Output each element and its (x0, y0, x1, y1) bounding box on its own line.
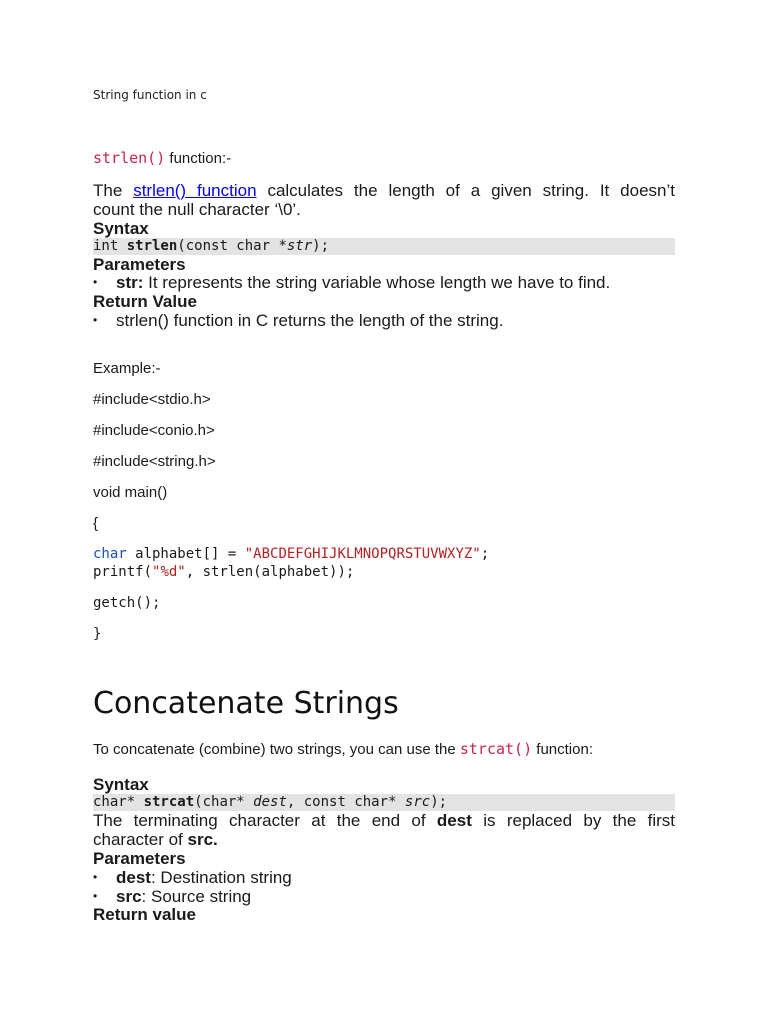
intro-text: The (93, 181, 134, 200)
code-line: #include<stdio.h> (93, 391, 211, 408)
strlen-syntax-code (93, 238, 675, 255)
strcat-desc-line1 (93, 811, 675, 830)
code-text: ; (480, 546, 490, 562)
code-function-name: strlen (126, 238, 178, 254)
code-line (93, 546, 489, 562)
param-desc: : Destination string (150, 868, 292, 887)
code-line: getch(); (93, 595, 161, 611)
concat-intro-text: To concatenate (combine) two strings, you can use the (93, 741, 460, 758)
code-text: (const char * (177, 238, 287, 254)
code-string: "ABCDEFGHIJKLMNOPQRSTUVWXYZ" (244, 546, 481, 562)
example-label: Example:- (93, 360, 161, 377)
concat-section-title: Concatenate Strings (93, 686, 399, 721)
param-list-item (93, 273, 610, 292)
code-string: "%d" (152, 564, 186, 580)
strcat-syntax-code (93, 794, 675, 811)
param-name: dest (116, 868, 151, 887)
return-value-label: Return Value (93, 292, 197, 311)
desc-text: The terminating character at the end of (93, 811, 437, 830)
param-desc: : Source string (141, 887, 252, 906)
strcat-desc-line2 (93, 830, 218, 849)
code-param: src (404, 794, 431, 810)
concat-intro (93, 740, 593, 758)
code-text: int (93, 238, 127, 254)
code-param: dest (253, 794, 287, 810)
code-text: printf( (93, 564, 153, 580)
param-name: src (116, 887, 142, 906)
code-line: #include<string.h> (93, 453, 216, 470)
code-line: { (93, 515, 99, 532)
code-text: ); (312, 238, 330, 254)
parameters-label: Parameters (93, 255, 186, 274)
param-list-item (93, 887, 251, 906)
page-header: String function in c (93, 88, 207, 102)
code-text: alphabet[] = (126, 546, 245, 562)
concat-return-label: Return value (93, 905, 196, 924)
intro-text-rest: calculates the length of a given string. It doesn’t (256, 181, 675, 200)
code-text: (char* (194, 794, 254, 810)
desc-text: is replaced by the first (471, 811, 675, 830)
strlen-heading (93, 149, 231, 167)
concat-intro-code: strcat() (459, 740, 533, 758)
code-text: char* (93, 794, 144, 810)
strlen-function-link[interactable]: strlen() function (133, 181, 257, 200)
param-desc: It represents the string variable whose length we have to find. (143, 273, 611, 292)
code-text: , strlen(alphabet)); (185, 564, 355, 580)
desc-bold: dest (436, 811, 472, 830)
param-name: str: (116, 273, 144, 292)
concat-intro-text: function: (532, 741, 593, 758)
return-desc: strlen() function in C returns the length of the string. (116, 311, 504, 330)
desc-bold: src. (187, 830, 218, 849)
strlen-heading-code: strlen() (93, 149, 166, 167)
strlen-heading-text: function:- (165, 150, 232, 167)
param-list-item (93, 868, 292, 887)
code-line: void main() (93, 484, 168, 501)
code-line (93, 564, 354, 580)
code-line: } (93, 626, 102, 642)
concat-parameters-label: Parameters (93, 849, 186, 868)
code-param: str (286, 238, 313, 254)
strlen-intro-line1 (93, 181, 675, 200)
code-text: ); (430, 794, 448, 810)
desc-text: character of (93, 830, 188, 849)
syntax-label: Syntax (93, 219, 149, 238)
code-line: #include<conio.h> (93, 422, 215, 439)
strlen-intro-line2: count the null character ‘\0’. (93, 200, 301, 219)
code-keyword: char (93, 546, 127, 562)
code-function-name: strcat (143, 794, 195, 810)
return-list-item (93, 311, 503, 330)
concat-syntax-label: Syntax (93, 775, 149, 794)
code-text: , const char* (286, 794, 405, 810)
